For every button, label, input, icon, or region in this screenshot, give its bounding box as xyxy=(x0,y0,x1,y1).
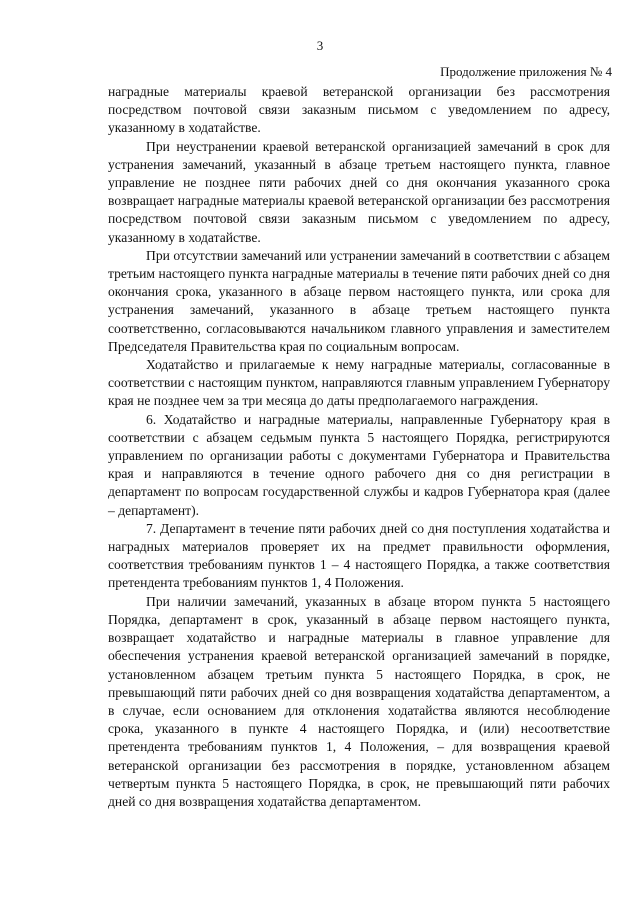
paragraph-item-7: 7. Департамент в течение пяти рабочих дней со дня поступления ходатайства и наградных материалов проверяет их на предмет правильности оформления, соответствия требованиям пунктов 1 – 4 настоящего Порядка, а также соответствия претендента требованиям пунктов 1, 4 Положения. xyxy=(108,520,610,591)
paragraph: При отсутствии замечаний или устранении замечаний в соответствии с абзацем третьим настоящего пункта наградные материалы в течение пяти рабочих дней со дня окончания срока, указанного в абзаце первом настоящего пункта, или срока для устранения замечаний, указанного в абзаце третьем настоящего пункта соответственно, согласовываются начальником главного управления и заместителем Председателя Правительства края по социальным вопросам. xyxy=(108,247,610,354)
page-number: 3 xyxy=(316,38,324,53)
paragraph: При наличии замечаний, указанных в абзаце втором пункта 5 настоящего Порядка, департамент в срок, указанный в абзаце первом настоящего пункта, возвращает ходатайство и наградные материалы в главное управление для обеспечения устранения краевой ветеранской организацией замечаний в порядке, установленном абзацем третьим пункта 5 настоящего Порядка, в срок, не превышающий пяти рабочих дней со дня возвращения ходатайства департаментом, а в случае, если основанием для отклонения ходатайства являются несоблюдение срока, указанного в пункте 4 настоящего Порядка, и (или) несоответствие претендента требованиям пунктов 1, 4 Положения, – для возвращения краевой ветеранской организации без рассмотрения в порядке, установленном абзацем четвертым пункта 5 настоящего Порядка, в срок, не превышающий пяти рабочих дней со дня возвращения ходатайства департаментом. xyxy=(108,593,610,809)
paragraph-item-6: 6. Ходатайство и наградные материалы, направленные Губернатору края в соответствии с абзацем седьмым пункта 5 настоящего Порядка, регистрируются управлением по организации работы с документами Губернатора и Правительства края и направляются в течение одного рабочего дня со дня регистрации в департамент по вопросам государственной службы и кадров Губернатора края (далее – департамент). xyxy=(108,411,610,518)
paragraph-continuation: наградные материалы краевой ветеранской организации без рассмотрения посредством почтовой связи заказным письмом с уведомлением по адресу, указанному в ходатайстве. xyxy=(108,84,610,136)
appendix-continuation-note: Продолжение приложения № 4 xyxy=(440,64,612,79)
paragraph: При неустранении краевой ветеранской организацией замечаний в срок для устранения замечаний, указанный в абзаце третьем настоящего пункта, главное управление не позднее пяти рабочих дней со дня окончания указанного срока возвращает наградные материалы краевой ветеранской организации без рассмотрения посредством почтовой связи заказным письмом с уведомлением по адресу, указанному в ходатайстве. xyxy=(108,138,610,245)
paragraph: Ходатайство и прилагаемые к нему наградные материалы, согласованные в соответствии с настоящим пунктом, направляются главным управлением Губернатору края не позднее чем за три месяца до даты предполагаемого награждения. xyxy=(108,357,610,409)
document-body xyxy=(108,83,610,811)
